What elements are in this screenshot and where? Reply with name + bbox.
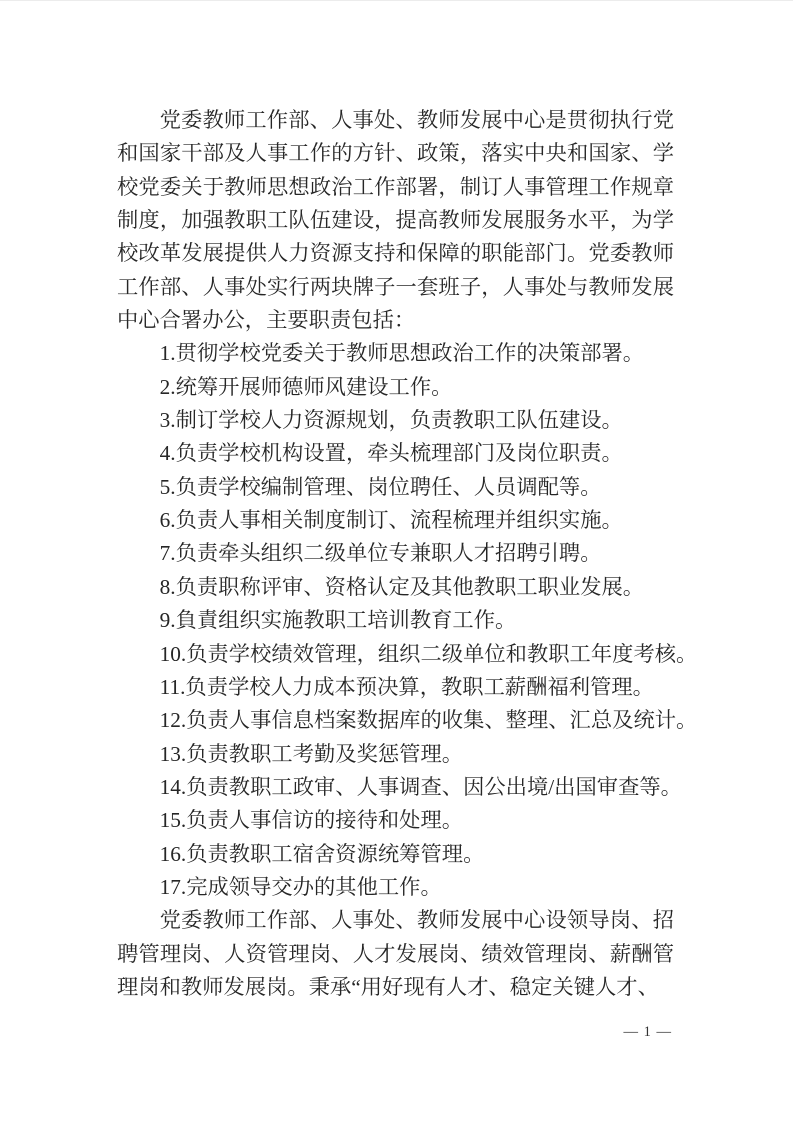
closing-paragraph: 党委教师工作部、人事处、教师发展中心设领导岗、招聘管理岗、人资管理岗、人才发展岗、绩效管理岗、薪酬管理岗和教师发展岗。秉承“用好现有人才、稳定关键人才、 — [117, 908, 674, 999]
duty-item-1: 1.贯彻学校党委关于教师思想政治工作的决策部署。 — [159, 341, 645, 366]
duty-item-8: 8.负责职称评审、资格认定及其他教职工职业发展。 — [159, 574, 645, 599]
duty-item-10: 10.负责学校绩效管理，组织二级单位和教职工年度考核。 — [159, 641, 698, 666]
duty-item-13: 13.负责教职工考勤及奖惩管理。 — [159, 741, 464, 766]
duty-item-7: 7.负责牵头组织二级单位专兼职人才招聘引聘。 — [159, 541, 602, 566]
page-number: — 1 — — [623, 1024, 672, 1040]
duty-item-12: 12.负责人事信息档案数据库的收集、整理、汇总及统计。 — [159, 708, 698, 733]
duty-item-17: 17.完成领导交办的其他工作。 — [159, 874, 442, 899]
duty-item-15: 15.负责人事信访的接待和处理。 — [159, 808, 464, 833]
duty-item-3: 3.制订学校人力资源规划，负责教职工队伍建设。 — [159, 408, 623, 433]
duty-item-2: 2.统筹开展师德师风建设工作。 — [159, 374, 453, 399]
duty-item-11: 11.负责学校人力成本预决算，教职工薪酬福利管理。 — [159, 674, 654, 699]
intro-paragraph: 党委教师工作部、人事处、教师发展中心是贯彻执行党和国家干部及人事工作的方针、政策，落实中央和国家、学校党委关于教师思想政治工作部署，制订人事管理工作规章制度，加强教职工队伍建设，提高教师发展服务水平，为学校改革发展提供人力资源支持和保障的职能部门。党委教师工作部、人事处实行两块牌子一套班子，人事处与教师发展中心合署办公，主要职责包括： — [117, 108, 674, 333]
duty-item-14: 14.负责教职工政审、人事调查、因公出境/出国审查等。 — [159, 774, 682, 799]
duty-item-16: 16.负责教职工宿舍资源统筹管理。 — [159, 841, 485, 866]
page-footer — [624, 1023, 673, 1041]
duty-item-6: 6.负责人事相关制度制订、流程梳理并组织实施。 — [159, 508, 623, 533]
duty-item-9: 9.負責组织实施教职工培训教育工作。 — [159, 608, 517, 633]
duty-item-4: 4.负责学校机构设置，牵头梳理部门及岗位职责。 — [159, 441, 623, 466]
document-body — [117, 104, 698, 1004]
duty-item-5: 5.负责学校编制管理、岗位聘任、人员调配等。 — [159, 474, 602, 499]
